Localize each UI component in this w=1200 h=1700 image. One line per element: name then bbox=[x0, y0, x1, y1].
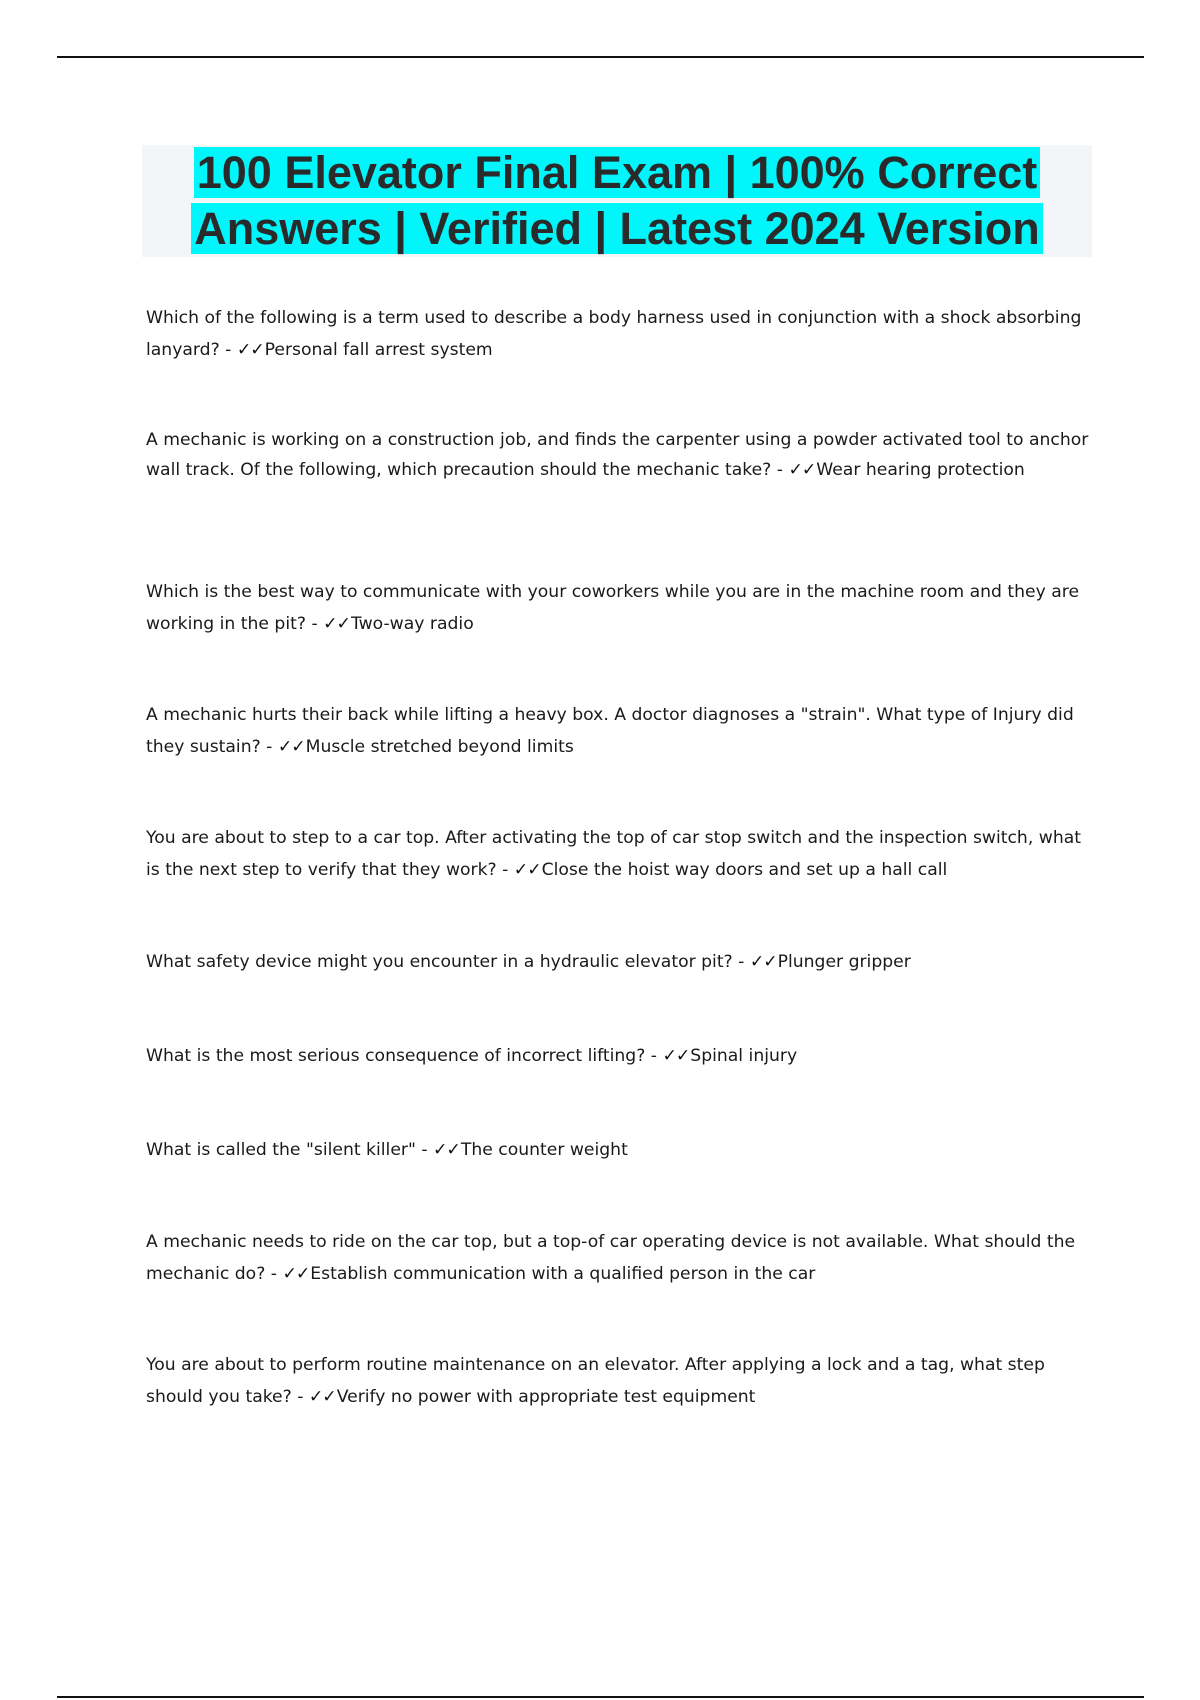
double-check-icon: ✓✓ bbox=[433, 1140, 460, 1160]
qa-item-1 bbox=[146, 302, 1096, 366]
title-line-2: Answers | Verified | Latest 2024 Version bbox=[191, 203, 1043, 254]
qa-item-2 bbox=[146, 425, 1096, 485]
double-check-icon: ✓✓ bbox=[323, 614, 350, 634]
answer-text: Close the hoist way doors and set up a hall call bbox=[541, 860, 948, 880]
qa-item-8 bbox=[146, 1134, 1096, 1166]
answer-text: The counter weight bbox=[460, 1140, 628, 1160]
double-check-icon: ✓✓ bbox=[236, 340, 264, 360]
qa-item-6 bbox=[146, 946, 1096, 978]
double-check-icon: ✓✓ bbox=[308, 1387, 336, 1407]
question-text: Which of the following is a term used to describe a body harness used in conjunction with a shock absorbing lanyard? - bbox=[146, 308, 1082, 360]
document-title bbox=[142, 145, 1092, 257]
double-check-icon: ✓✓ bbox=[513, 860, 541, 880]
answer-text: Plunger gripper bbox=[777, 952, 911, 972]
question-text: Which is the best way to communicate with your coworkers while you are in the machine room and they are working in the pit? - bbox=[146, 582, 1080, 634]
top-rule bbox=[57, 56, 1144, 58]
double-check-icon: ✓✓ bbox=[282, 1264, 310, 1284]
question-text: You are about to perform routine maintenance on an elevator. After applying a lock and a tag, what step should you take? - bbox=[146, 1355, 1045, 1407]
answer-text: Establish communication with a qualified person in the car bbox=[310, 1264, 816, 1284]
answer-text: Personal fall arrest system bbox=[264, 340, 493, 360]
qa-item-9 bbox=[146, 1226, 1096, 1290]
qa-item-3 bbox=[146, 576, 1096, 640]
title-line-1: 100 Elevator Final Exam | 100% Correct bbox=[194, 147, 1041, 198]
double-check-icon: ✓✓ bbox=[662, 1046, 690, 1066]
qa-item-10 bbox=[146, 1349, 1096, 1413]
question-text: What is called the "silent killer" - bbox=[146, 1140, 434, 1160]
qa-item-7 bbox=[146, 1040, 1096, 1072]
qa-item-4 bbox=[146, 699, 1096, 763]
qa-item-5 bbox=[146, 822, 1096, 886]
bottom-rule bbox=[57, 1696, 1144, 1698]
answer-text: Wear hearing protection bbox=[816, 460, 1025, 480]
title-block bbox=[142, 145, 1092, 257]
answer-text: Verify no power with appropriate test equipment bbox=[336, 1387, 756, 1407]
answer-text: Spinal injury bbox=[690, 1046, 798, 1066]
double-check-icon: ✓✓ bbox=[788, 460, 816, 480]
question-text: A mechanic is working on a construction job, and finds the carpenter using a powder activated tool to anchor wall track. Of the following, which precaution should the mechanic take? - bbox=[146, 430, 1089, 480]
double-check-icon: ✓✓ bbox=[749, 952, 777, 972]
question-text: You are about to step to a car top. After activating the top of car stop switch and the inspection switch, what is the next step to verify that they work? - bbox=[146, 828, 1081, 880]
double-check-icon: ✓✓ bbox=[277, 737, 305, 757]
answer-text: Two-way radio bbox=[350, 614, 474, 634]
question-text: What safety device might you encounter in a hydraulic elevator pit? - bbox=[146, 952, 750, 972]
answer-text: Muscle stretched beyond limits bbox=[305, 737, 574, 757]
question-text: What is the most serious consequence of incorrect lifting? - bbox=[146, 1046, 663, 1066]
question-text: A mechanic needs to ride on the car top, but a top-of car operating device is not available. What should the mechanic do? - bbox=[146, 1232, 1076, 1284]
question-text: A mechanic hurts their back while lifting a heavy box. A doctor diagnoses a "strain". What type of Injury did they sustain? - bbox=[146, 705, 1074, 757]
